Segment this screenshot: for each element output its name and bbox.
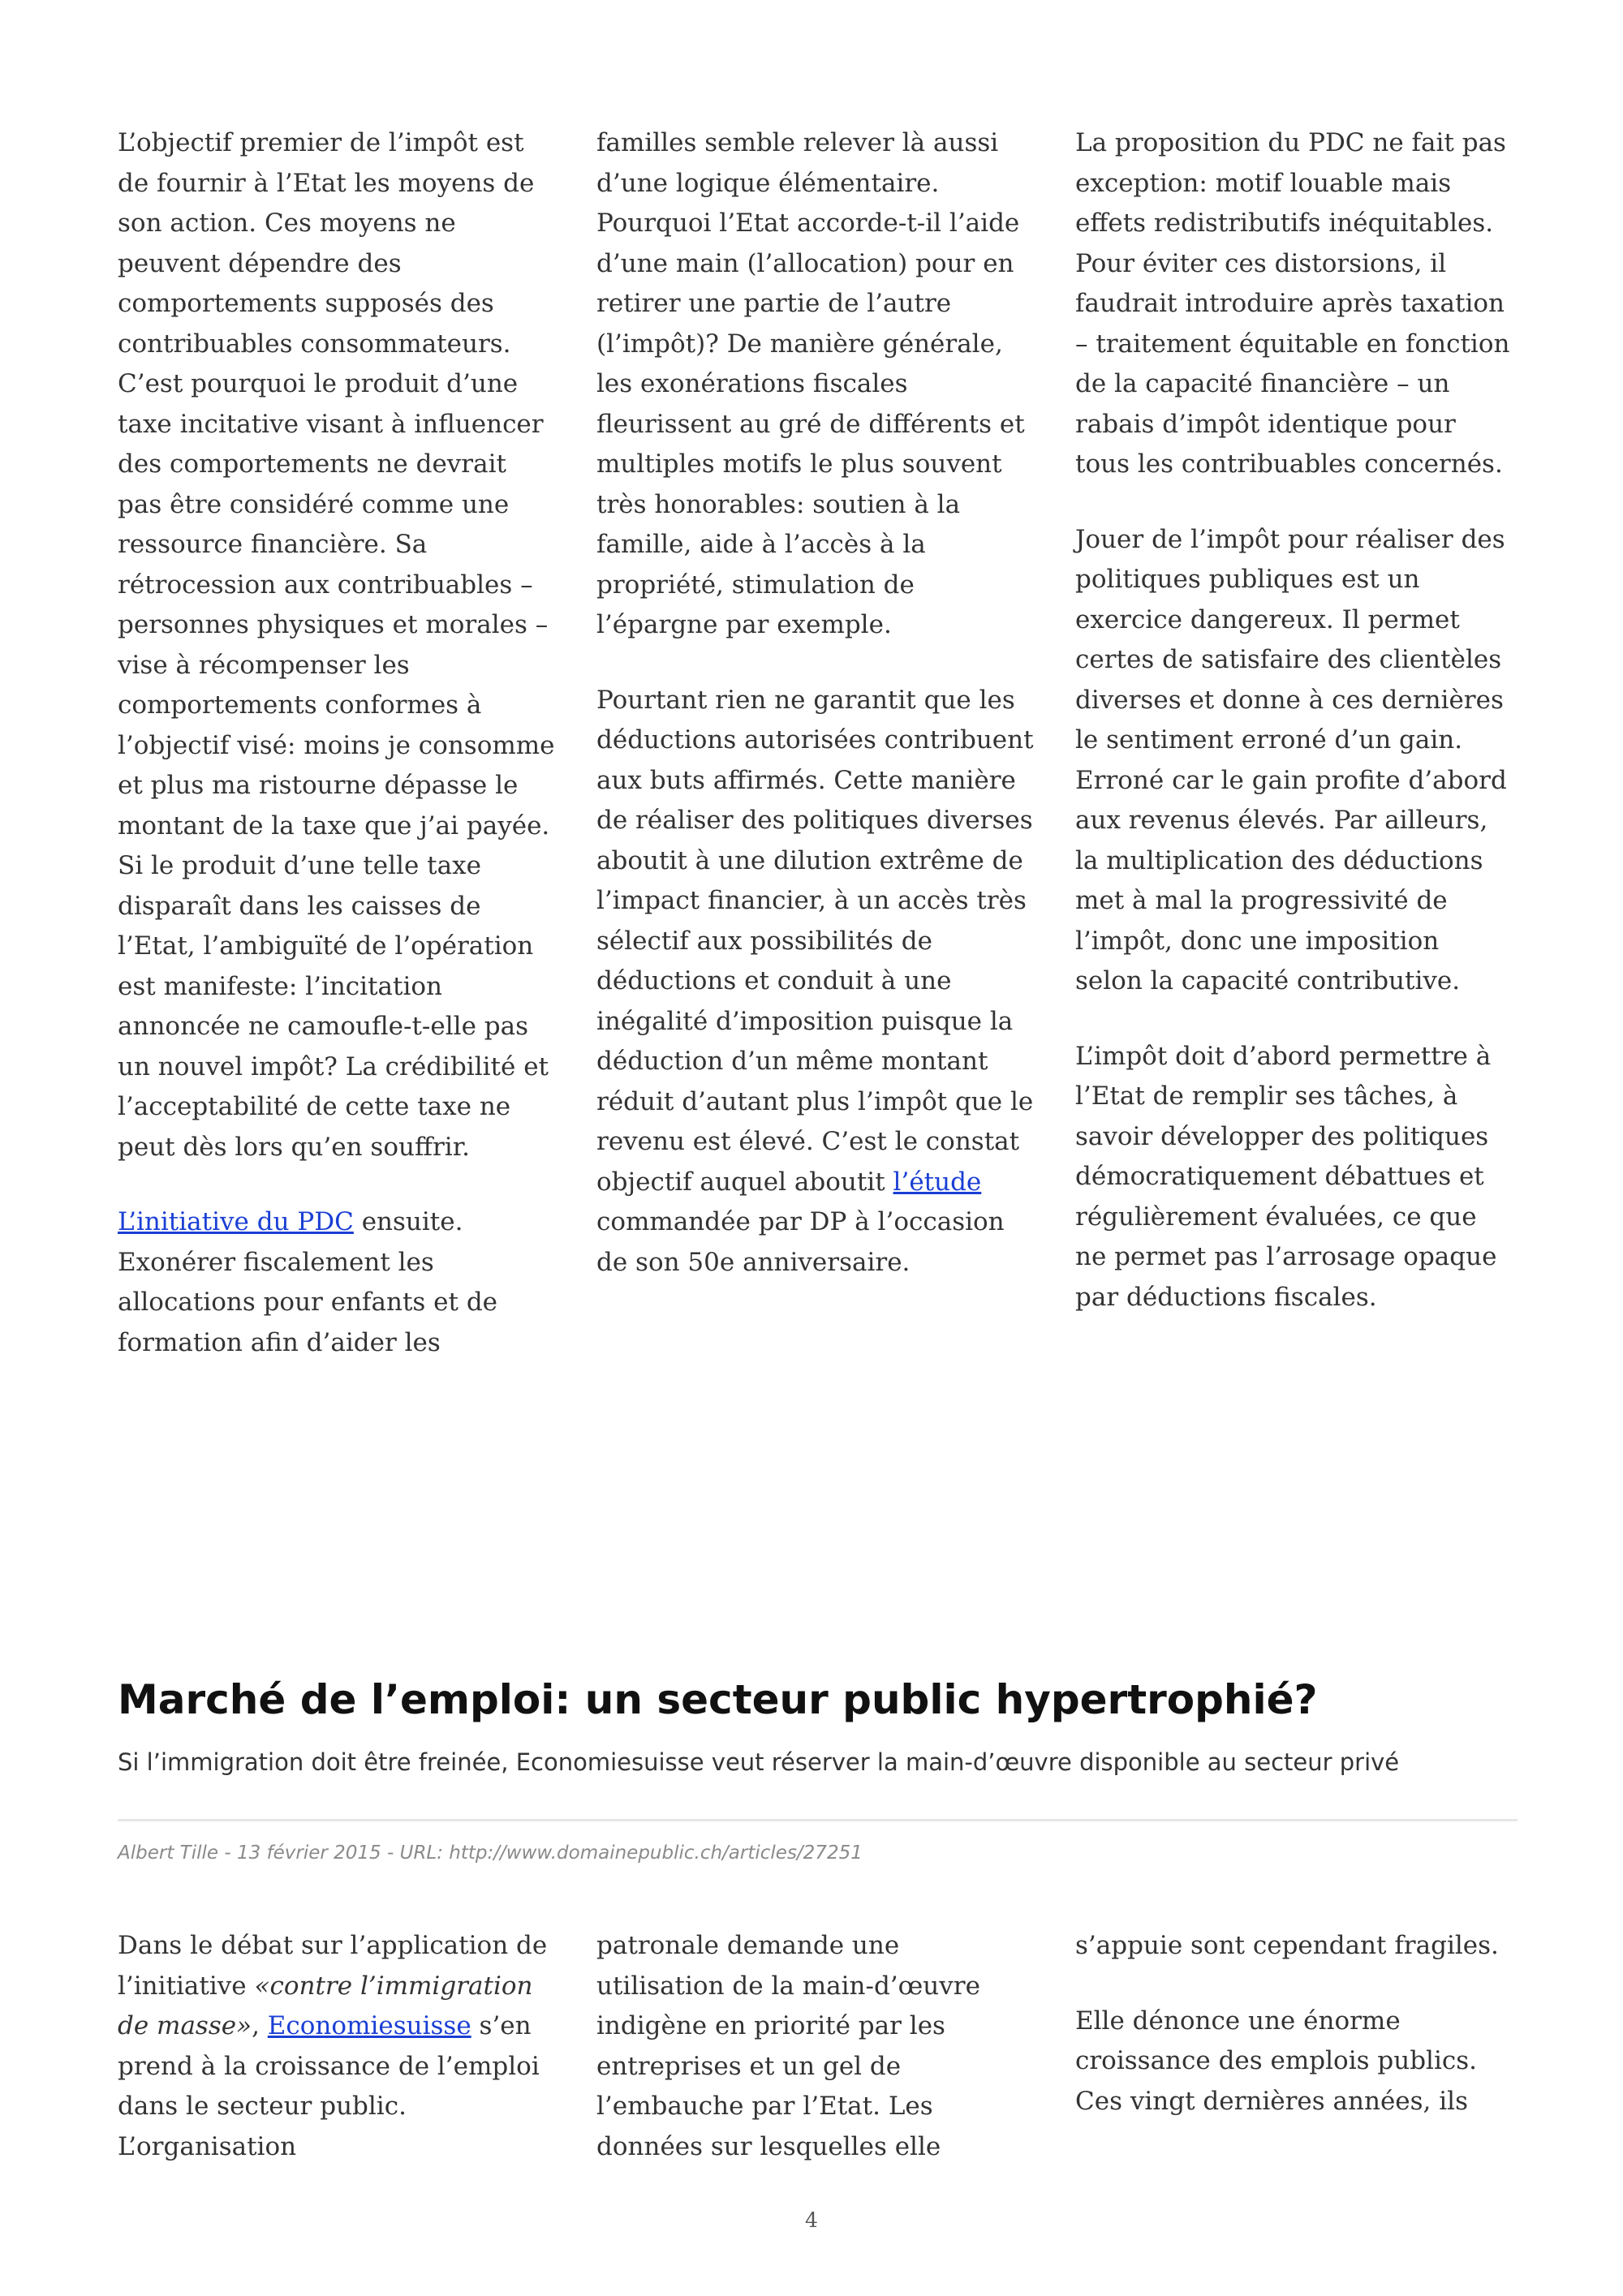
paragraph xyxy=(118,1202,556,1363)
paragraph-text: Pourtant rien ne garantit que les déductions autorisées contribuent aux buts affirmés. Cette manière de réaliser des politiques diverses aboutit à une dilution extrême de l’impact financier, à un accès très sélectif aux possibilités de déductions et conduit à une inégalité d’imposition puisque la déduction d’un même montant réduit d’autant plus l’impôt que le revenu est élevé. C’est le constat objectif auquel aboutit xyxy=(596,685,1034,1197)
paragraph xyxy=(596,681,1035,1283)
pdc-initiative-link[interactable]: L’initiative du PDC xyxy=(118,1207,354,1236)
column-3 xyxy=(1075,123,1513,1363)
paragraph-text: commandée par DP à l’occasion de son 50e anniversaire. xyxy=(596,1207,1005,1277)
paragraph: La proposition du PDC ne fait pas exception: motif louable mais effets redistributifs inéquitables. Pour éviter ces distorsions, il faudrait introduire après taxation – traitement équitable en fonction de la capacité financière – un rabais d’impôt identique pour tous les contribuables concernés. xyxy=(1075,128,1510,479)
article-body-columns xyxy=(118,1926,1513,2167)
divider xyxy=(118,1819,1518,1821)
page-number: 4 xyxy=(805,2208,818,2232)
paragraph: s’appuie sont cependant fragiles. xyxy=(1075,1931,1499,1960)
paragraph xyxy=(118,1926,556,2167)
paragraph: Elle dénonce une énorme croissance des emplois publics. Ces vingt dernières années, ils xyxy=(1075,2006,1477,2116)
economiesuisse-link[interactable]: Economiesuisse xyxy=(267,2011,471,2040)
study-link[interactable]: l’étude xyxy=(893,1167,982,1197)
paragraph-text: Dans le débat sur l’application de l’initiative xyxy=(118,1931,548,2001)
paragraph: L’impôt doit d’abord permettre à l’Etat de remplir ses tâches, à savoir développer des politiques démocratiquement débattues et régulièrement évaluées, ce que ne permet pas l’arrosage opaque par déductions fiscales. xyxy=(1075,1041,1497,1312)
paragraph: patronale demande une utilisation de la main-d’œuvre indigène en priorité par les entreprises et un gel de l’embauche par l’Etat. Les données sur lesquelles elle xyxy=(596,1931,980,2161)
column-1 xyxy=(118,123,556,1363)
column-2 xyxy=(596,1926,1035,2167)
quoted-initiative: «contre l’immigration de masse» xyxy=(118,1971,533,2040)
article-subtitle: Si l’immigration doit être freinée, Economiesuisse veut réserver la main-d’œuvre disponible au secteur privé xyxy=(118,1748,1400,1776)
article-continuation-columns xyxy=(118,123,1513,1363)
column-1 xyxy=(118,1926,556,2167)
article-byline: Albert Tille - 13 février 2015 - URL: http://www.domainepublic.ch/articles/27251 xyxy=(118,1842,863,1864)
article-title: Marché de l’emploi: un secteur public hypertrophié? xyxy=(118,1676,1318,1723)
paragraph-text: s’en prend à la croissance de l’emploi dans le secteur public. L’organisation xyxy=(118,2011,540,2161)
column-3 xyxy=(1075,1926,1513,2167)
paragraph: familles semble relever là aussi d’une logique élémentaire. Pourquoi l’Etat accorde-t-il l’aide d’une main (l’allocation) pour en retirer une partie de l’autre (l’impôt)? De manière générale, les exonérations fiscales fleurissent au gré de différents et multiples motifs le plus souvent très honorables: soutien à la famille, aide à l’accès à la propriété, stimulation de l’épargne par exemple. xyxy=(596,128,1025,639)
paragraph-text: , xyxy=(252,2011,268,2040)
paragraph-text: ensuite. Exonérer fiscalement les allocations pour enfants et de formation afin d’aider les xyxy=(118,1207,498,1357)
column-2 xyxy=(596,123,1035,1363)
paragraph: L’objectif premier de l’impôt est de fournir à l’Etat les moyens de son action. Ces moyens ne peuvent dépendre des comportements supposés des contribuables consommateurs. C’est pourquoi le produit d’une taxe incitative visant à influencer des comportements ne devrait pas être considéré comme une ressource financière. Sa rétrocession aux contribuables – personnes physiques et morales – vise à récompenser les comportements conformes à l’objectif visé: moins je consomme et plus ma ristourne dépasse le montant de la taxe que j’ai payée. Si le produit d’une telle taxe disparaît dans les caisses de l’Etat, l’ambiguïté de l’opération est manifeste: l’incitation annoncée ne camoufle-t-elle pas un nouvel impôt? La crédibilité et l’acceptabilité de cette taxe ne peut dès lors qu’en souffrir. xyxy=(118,128,555,1162)
paragraph: Jouer de l’impôt pour réaliser des politiques publiques est un exercice dangereux. Il permet certes de satisfaire des clientèles diverses et donne à ces dernières le sentiment erroné d’un gain. Erroné car le gain profite d’abord aux revenus élevés. Par ailleurs, la multiplication des déductions met à mal la progressivité de l’impôt, donc une imposition selon la capacité contributive. xyxy=(1075,524,1507,995)
